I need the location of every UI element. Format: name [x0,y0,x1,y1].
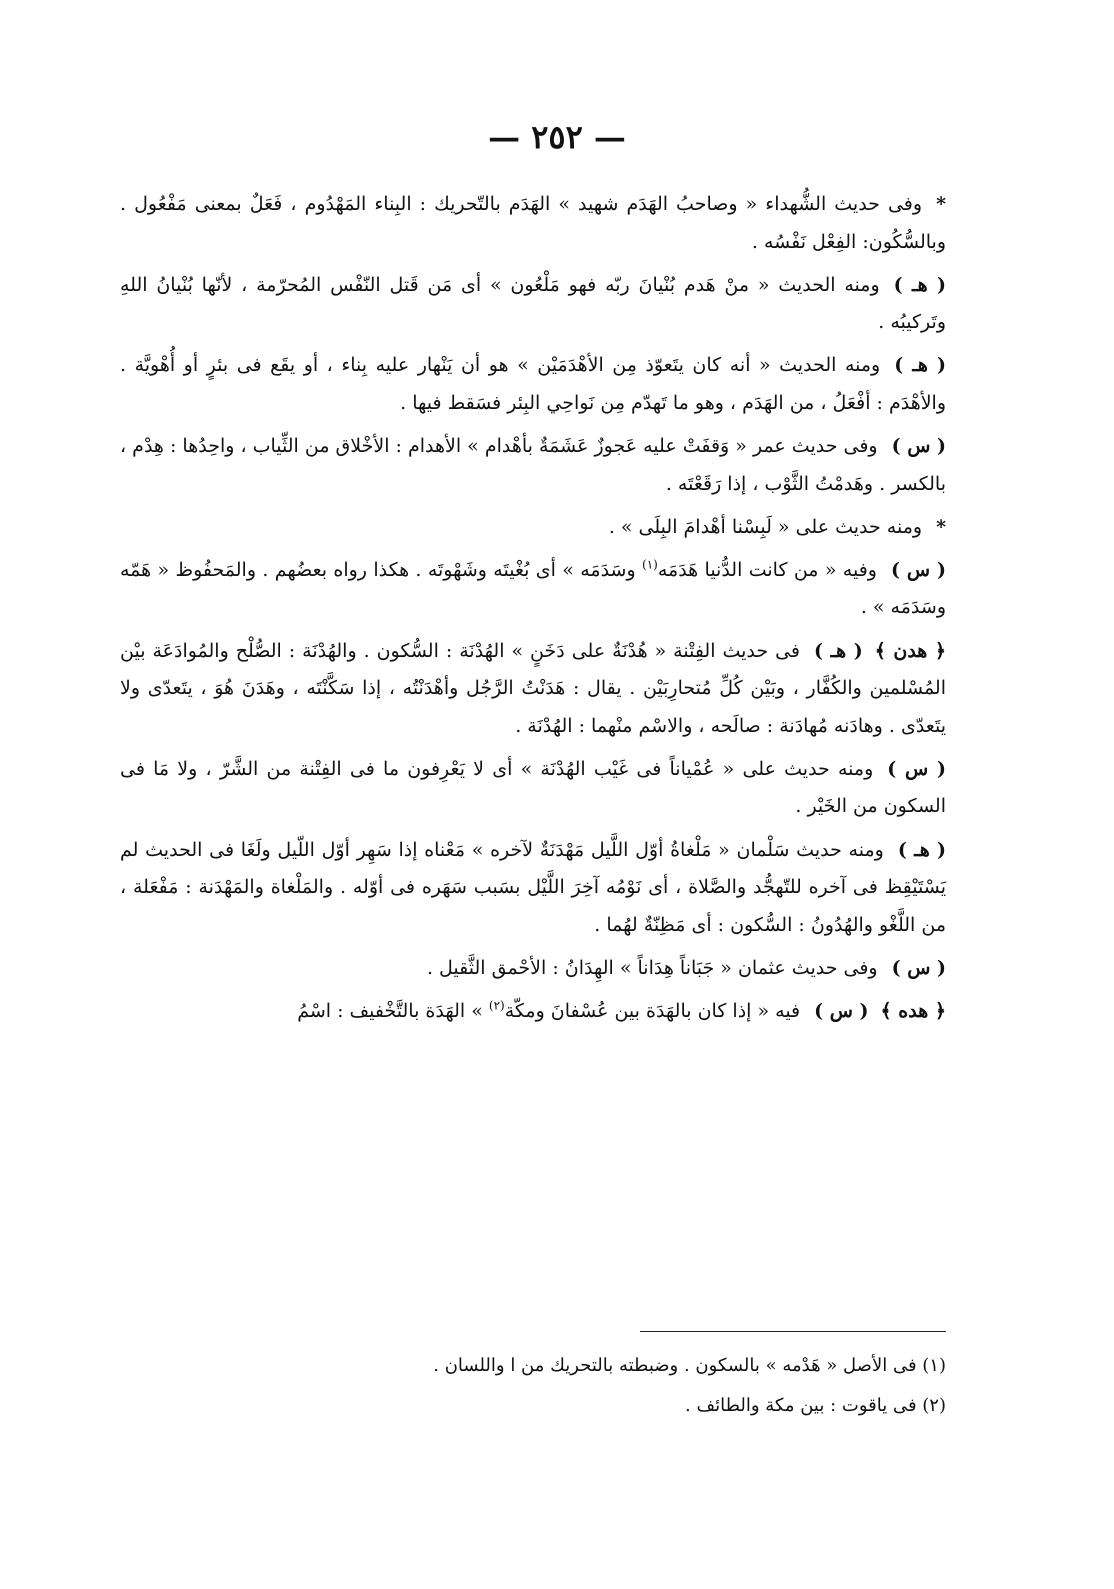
paragraph-text: ومنه حديث سَلْمان « مَلْغاةُ أوّل اللَّيل مَهْدَنَةٌ لآخره » مَعْناه إذا سَهِر أوّل اللّيل ولَغَا فى الحديث لم يَسْتَيْقِظ فى آخره للتّهجُّد والصَّلاة ، أى نَوْمُه آخِرَ اللَّيْل بسَبب سَهَره فى أوّله . والمَلْغاة والمَهْدَنة : مَفْعَلة ، من اللَّغْو والهُدُونُ : السُّكون : أى مَظِنّةٌ لهُما . [120,838,946,936]
paragraph-5 [120,509,946,547]
body-text [120,186,946,1036]
footnote-1: (١) فى الأصل « هَدْمه » بالسكون . وضبطته بالتحريك من ا واللسان . [433,1355,946,1376]
paragraph-2 [120,267,946,342]
paragraph-6 [120,552,946,627]
paragraph-marker: ( هـ ) [897,838,946,861]
paragraph-marker: ( س ) [814,999,869,1022]
paragraph-text: وفى حديث عمر « وَقفَتْ عليه عَجوزٌ عَشَمَةٌ بأهْدام » الأهدام : الأخْلاق من الثِّياب ، واحِدُها : هِدْم ، بالكسر . وهَدمْتُ الثَّوْب ، إذا رَقَعْتَه . [120,435,946,495]
paragraph-text: فيه « إذا كان بالهَدَة بين عُسْفانَ ومكّة [504,999,801,1022]
entry-headword: ﴿ هده ﴾ [880,999,946,1022]
paragraph-11 [120,993,946,1031]
paragraph-marker: ( س ) [891,956,946,979]
page-number: — ٢٥٢ — [488,118,626,156]
paragraph-8 [120,751,946,826]
paragraph-3 [120,347,946,422]
paragraph-text: وفيه « من كانت الدُّنيا هَدَمَه [657,558,877,581]
entry-headword: ﴿ هدن ﴾ [874,639,946,662]
paragraph-text: وفى حديث عثمان « جَبَاناً هِدَاناً » الهِدَانُ : الأحْمق الثَّقيل . [426,956,878,979]
paragraph-marker: * [936,515,946,538]
paragraph-10 [120,950,946,988]
footnote-reference: (٢) [488,998,505,1013]
paragraph-text: » الهَدَة بالتَّخْفيف : اسْمُ [297,999,489,1022]
paragraph-text: وسَدَمَه » أى بُغْيتَه وشَهْوتَه . هكذا رواه بعضُهم . والمَحفُوظ « هَمّه وسَدَمَه » . [120,558,946,619]
footnotes [120,1346,946,1426]
paragraph-text: ومنه الحديث « أنه كان يتَعوّذ مِن الأهْدَمَيْن » هو أن يَنْهار عليه بِناء ، أو يقَع فى بئرٍ أو أُهْويَّة . والأهْدَم : أفْعَلُ ، من الهَدَم ، وهو ما تَهدّم مِن نَواحِي البِئر فسَقط فيها . [120,354,946,414]
footnote-divider [640,1331,946,1332]
paragraph-text: ومنه الحديث « منْ هَدم بُنْيانَ ربّه فهو مَلْعُون » أى مَن قَتل النّفْس المُحرّمة ، لأنّها بُنْيانُ اللهِ وتَركيبُه . [120,273,946,334]
paragraph-marker: ( س ) [890,558,946,581]
paragraph-text: ومنه حديث على « عُمْياناً فى غَيْب الهُدْنَة » أى لا يَعْرِفون ما فى الفِتْنة من الشَّرّ ، ولا مَا فى السكون من الخَيْر . [120,757,946,818]
paragraph-marker: ( هـ ) [894,354,947,377]
footnote-2: (٢) فى ياقوت : بين مكة والطائف . [685,1395,946,1416]
paragraph-text: فى حديث الفِتْنة « هُدْنَةٌ على دَخَنٍ » الهُدْنَة : السُّكون . والهُدْنَة : الصُّلْح والمُوادَعَة بيْن المُسْلمين والكُفَّار ، وبَيْن كُلِّ مُتحارِبَيْن . يقال : هَدَنْتُ الرَّجُل وأهْدَنْتُه ، إذا سَكَّنْتَه ، وهَدَنَ هُوَ ، يتَعدّى ولا يتَعدّى . وهادَنه مُهادَنة : صالَحه ، والاسْم منْهما : الهُدْنَة . [120,639,946,737]
paragraph-text: ومنه حديث على « لَبِسْنا أهْدامَ البِلَى » . [608,515,923,538]
paragraph-marker: ( س ) [891,435,947,458]
paragraph-marker: ( هـ ) [814,639,863,662]
paragraph-9 [120,832,946,945]
paragraph-7 [120,633,946,746]
paragraph-4 [120,428,946,503]
paragraph-marker: ( س ) [887,757,947,780]
paragraph-1 [120,186,946,261]
paragraph-marker: * [936,193,946,215]
paragraph-text: وفى حديث الشُّهداء « وصاحبُ الهَدَم شهيد » الهَدَم بالتّحريك : البِناء المَهْدُوم ، فَعَلٌ بمعنى مَفْعُول . وبالسُّكُون: الفِعْل نَفْسُه . [120,193,946,253]
footnote-reference: (١) [642,557,658,572]
paragraph-marker: ( هـ ) [893,273,946,296]
